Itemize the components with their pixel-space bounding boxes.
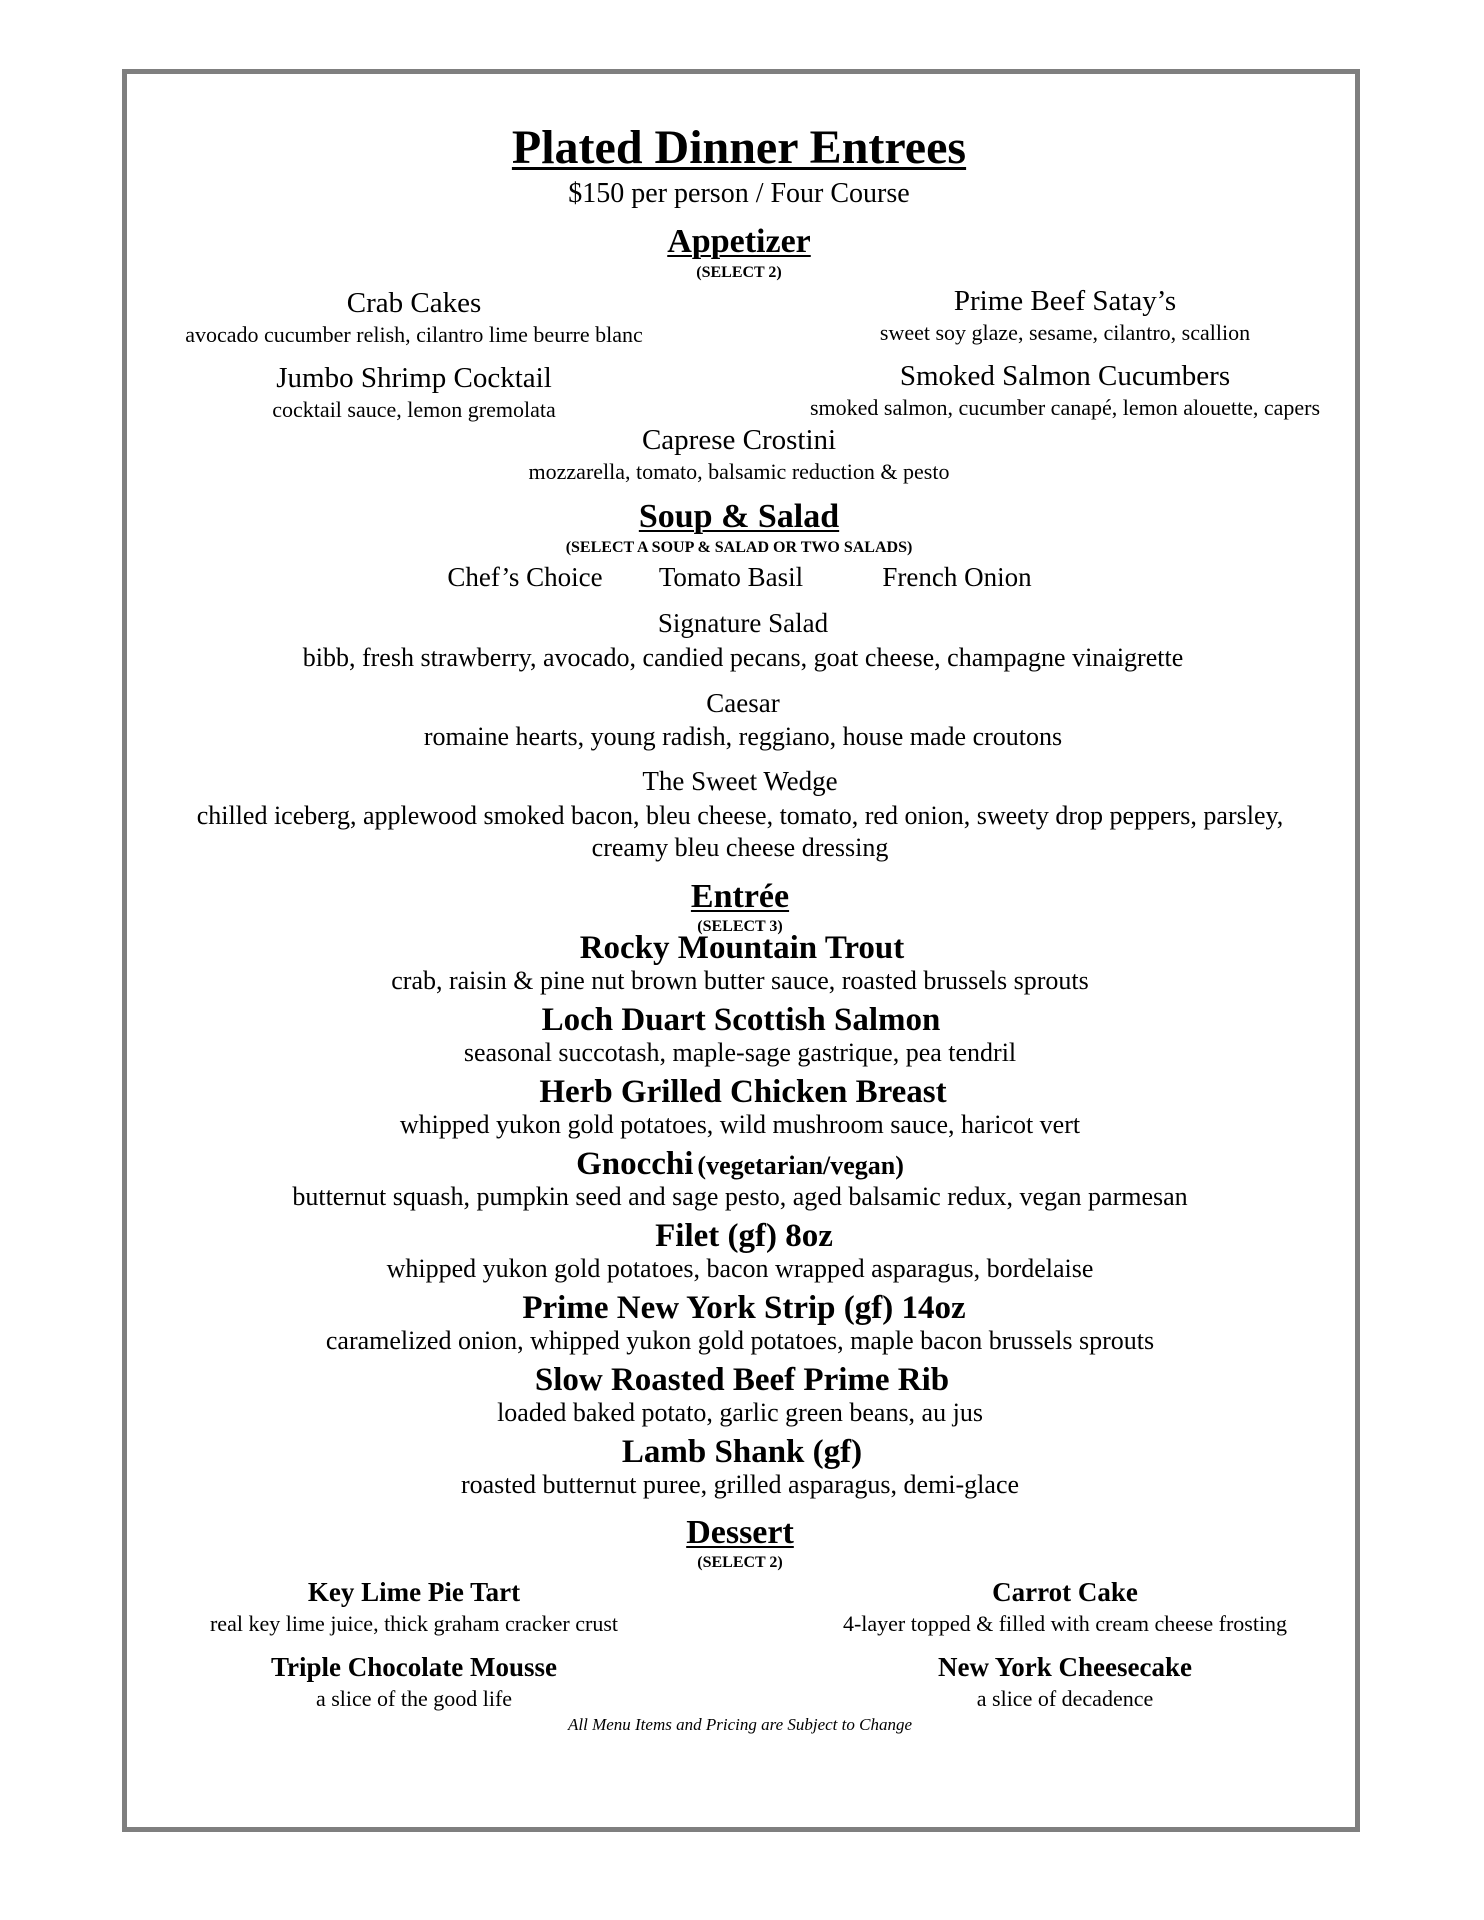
soup-option: Chef’s Choice <box>447 562 603 592</box>
dessert-item-desc: a slice of the good life <box>315 1686 513 1711</box>
soup-salad-heading: Soup & Salad <box>638 498 840 535</box>
entree-item-desc: seasonal succotash, maple-sage gastrique, pea tendril <box>463 1038 1017 1067</box>
dessert-item-name: Carrot Cake <box>992 1577 1138 1607</box>
entree-select-note: (SELECT 3) <box>697 918 783 935</box>
appetizer-item-desc: sweet soy glaze, sesame, cilantro, scallion <box>879 320 1251 345</box>
soup-option: French Onion <box>882 562 1032 592</box>
entree-item-desc: loaded baked potato, garlic green beans, au jus <box>497 1398 983 1427</box>
entree-item-desc: roasted butternut puree, grilled asparagus, demi-glace <box>460 1470 1020 1499</box>
dessert-item-name: Triple Chocolate Mousse <box>271 1652 557 1682</box>
appetizer-item-name: Crab Cakes <box>346 287 482 319</box>
entree-item-name: Filet (gf) 8oz <box>655 1218 833 1254</box>
appetizer-select-note: (SELECT 2) <box>696 264 782 281</box>
appetizer-item-desc: mozzarella, tomato, balsamic reduction & pesto <box>528 459 950 484</box>
dessert-item-desc: real key lime juice, thick graham cracker crust <box>209 1611 619 1636</box>
dessert-item-desc: a slice of decadence <box>976 1686 1154 1711</box>
entree-item-desc: butternut squash, pumpkin seed and sage pesto, aged balsamic redux, vegan parmesan <box>292 1182 1188 1211</box>
entree-item-desc: whipped yukon gold potatoes, wild mushroom sauce, haricot vert <box>399 1110 1081 1139</box>
appetizer-item-name: Jumbo Shrimp Cocktail <box>276 362 552 394</box>
salad-desc: bibb, fresh strawberry, avocado, candied pecans, goat cheese, champagne vinaigrette <box>302 643 1184 672</box>
pricing-disclaimer: All Menu Items and Pricing are Subject to Change <box>567 1715 913 1734</box>
dessert-item-desc: 4-layer topped & filled with cream cheese frosting <box>842 1611 1288 1636</box>
entree-item-name: Rocky Mountain Trout <box>579 930 905 966</box>
entree-item-tag: (vegetarian/vegan) <box>697 1151 904 1180</box>
salad-name: The Sweet Wedge <box>642 766 838 796</box>
page-title: Plated Dinner Entrees <box>511 121 967 174</box>
appetizer-item-desc: cocktail sauce, lemon gremolata <box>272 397 556 422</box>
salad-desc-continued: creamy bleu cheese dressing <box>591 833 889 862</box>
entree-item-desc: whipped yukon gold potatoes, bacon wrapped asparagus, bordelaise <box>386 1254 1094 1283</box>
appetizer-item-name: Smoked Salmon Cucumbers <box>899 360 1231 392</box>
price-subtitle: $150 per person / Four Course <box>568 178 910 209</box>
appetizer-item-name: Caprese Crostini <box>641 424 837 456</box>
dessert-item-name: New York Cheesecake <box>938 1652 1192 1682</box>
salad-desc: chilled iceberg, applewood smoked bacon, bleu cheese, tomato, red onion, sweety drop peppers, parsley, <box>196 801 1284 830</box>
soup-salad-select-note: (SELECT A SOUP & SALAD OR TWO SALADS) <box>565 539 913 556</box>
dessert-heading: Dessert <box>686 1514 794 1551</box>
entree-item-name: Loch Duart Scottish Salmon <box>541 1002 941 1038</box>
entree-item-name: Gnocchi <box>576 1146 694 1182</box>
entree-item-name: Slow Roasted Beef Prime Rib <box>534 1362 950 1398</box>
soup-option: Tomato Basil <box>658 562 804 592</box>
entree-item-name: Herb Grilled Chicken Breast <box>539 1074 947 1110</box>
appetizer-item-desc: avocado cucumber relish, cilantro lime beurre blanc <box>185 322 643 347</box>
dessert-item-name: Key Lime Pie Tart <box>307 1577 521 1607</box>
entree-item-desc: caramelized onion, whipped yukon gold potatoes, maple bacon brussels sprouts <box>325 1326 1155 1355</box>
salad-name: Signature Salad <box>657 608 829 638</box>
salad-desc: romaine hearts, young radish, reggiano, house made croutons <box>423 722 1063 751</box>
entree-item-desc: crab, raisin & pine nut brown butter sauce, roasted brussels sprouts <box>391 966 1089 995</box>
entree-item-name: Lamb Shank (gf) <box>621 1434 863 1470</box>
entree-heading: Entrée <box>690 878 790 915</box>
dessert-select-note: (SELECT 2) <box>697 1554 783 1571</box>
entree-item-name: Prime New York Strip (gf) 14oz <box>522 1290 966 1326</box>
appetizer-item-name: Prime Beef Satay’s <box>953 285 1177 317</box>
appetizer-heading: Appetizer <box>667 223 811 260</box>
appetizer-item-desc: smoked salmon, cucumber canapé, lemon alouette, capers <box>809 395 1321 420</box>
entree-item-title <box>576 1148 904 1181</box>
salad-name: Caesar <box>706 688 780 718</box>
